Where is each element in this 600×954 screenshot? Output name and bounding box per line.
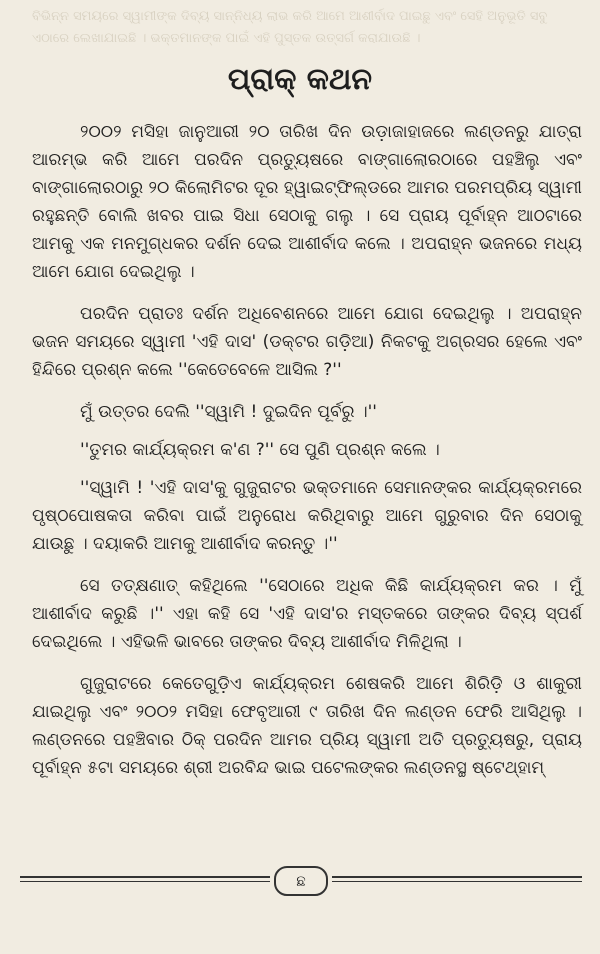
paragraph-1: ୨୦୦୨ ମସିହା ଜାନୁଆରୀ ୨୦ ତାରିଖ ଦିନ ଉଡ଼ାଜାହାଜରେ ଲଣ୍ଡନରୁ ଯାତ୍ରା ଆରମ୍ଭ କରି ଆମେ ପରଦିନ ପ୍ରତ୍ୟୁଷରେ ବାଙ୍ଗାଲୋରଠାରେ ପହଞ୍ଚିଲୁ ଏବଂ ବାଙ୍ଗାଲୋରଠାରୁ ୨୦ କିଲୋମିଟର ଦୂର ହ୍ୱାଇଟ୍‌ଫିଲ୍ଡରେ ଆମର ପରମପ୍ରିୟ ସ୍ୱାମୀ ରହୁଛନ୍ତି ବୋଲି ଖବର ପାଇ ସିଧା ସେଠାକୁ ଗଲୁ । ସେ ପ୍ରାୟ ପୂର୍ବାହ୍ନ ଆଠଟାରେ ଆମକୁ ଏକ ମନମୁଗ୍ଧକର ଦର୍ଶନ ଦେଇ ଆଶୀର୍ବାଦ କଲେ । ଅପରାହ୍ନ ଭଜନରେ ମଧ୍ୟ ଆମେ ଯୋଗ ଦେଇଥିଲୁ ।: [32, 122, 582, 282]
paragraph-3: ମୁଁ ଉତ୍ତର ଦେଲି ''ସ୍ୱାମି ! ଦୁଇଦିନ ପୂର୍ବରୁ ।'': [80, 402, 377, 422]
page-footer: [20, 866, 582, 898]
paragraph-2: ପରଦିନ ପ୍ରାତଃ ଦର୍ଶନ ଅଧିବେଶନରେ ଆମେ ଯୋଗ ଦେଇଥିଲୁ । ଅପରାହ୍ନ ଭଜନ ସମୟରେ ସ୍ୱାମୀ 'ଏହି ଦାସ' (ଡକ୍ଟର ଗଡ଼ିଆ) ନିକଟକୁ ଅଗ୍ରସର ହେଲେ ଏବଂ ହିନ୍ଦିରେ ପ୍ରଶ୍ନ କଲେ ''କେତେବେଳେ ଆସିଲ ?'': [32, 304, 582, 380]
footer-rule-right-thin: [332, 881, 582, 882]
bleed-through-text: ବିଭିନ୍ନ ସମୟରେ ସ୍ୱାମୀଙ୍କ ଦିବ୍ୟ ସାନ୍ନିଧ୍ୟ ଲାଭ କରି ଆମେ ଆଶୀର୍ବାଦ ପାଇଛୁ ଏବଂ ସେହି ଅନୁଭୂତି ସବୁ ଏଠାରେ ଲେଖାଯାଇଛି । ଭକ୍ତମାନଙ୍କ ପାଇଁ ଏହି ପୁସ୍ତକ ଉତ୍ସର୍ଗ କରାଯାଉଛି ।: [32, 9, 548, 46]
paragraph-4: ''ତୁମର କାର୍ଯ୍ୟକ୍ରମ କ'ଣ ?'' ସେ ପୁଣି ପ୍ରଶ୍ନ କଲେ ।: [80, 440, 440, 460]
footer-rule-left: [20, 876, 270, 878]
page-title: ପ୍ରାକ୍ କଥନ: [227, 62, 373, 97]
page-number: ଛ: [274, 866, 328, 896]
footer-rule-right: [332, 876, 582, 878]
paragraph-6: ସେ ତତ୍‌କ୍ଷଣାତ୍ କହିଥିଲେ ''ସେଠାରେ ଅଧିକ କିଛି କାର୍ଯ୍ୟକ୍ରମ କର । ମୁଁ ଆଶୀର୍ବାଦ କରୁଛି ।'' ଏହା କହି ସେ 'ଏହି ଦାସ'ର ମସ୍ତକରେ ତାଙ୍କର ଦିବ୍ୟ ସ୍ପର୍ଶ ଦେଇଥିଲେ । ଏହିଭଳି ଭାବରେ ତାଙ୍କର ଦିବ୍ୟ ଆଶୀର୍ବାଦ ମିଳିଥିଲା ।: [32, 576, 582, 652]
footer-rule-left-thin: [20, 881, 270, 882]
paragraph-7: ଗୁଜୁରାଟରେ କେତେଗୁଡ଼ିଏ କାର୍ଯ୍ୟକ୍ରମ ଶେଷକରି ଆମେ ଶିରିଡ଼ି ଓ ଶାକୁରୀ ଯାଇଥିଲୁ ଏବଂ ୨୦୦୨ ମସିହା ଫେବୃଆରୀ ୯ ତାରିଖ ଦିନ ଲଣ୍ଡନ ଫେରି ଆସିଥିଲୁ । ଲଣ୍ଡନରେ ପହଞ୍ଚିବାର ଠିକ୍ ପରଦିନ ଆମର ପ୍ରିୟ ସ୍ୱାମୀ ଅତି ପ୍ରତ୍ୟୁଷରୁ, ପ୍ରାୟ ପୂର୍ବାହ୍ନ ୫ଟା ସମୟରେ ଶ୍ରୀ ଅରବିନ୍ଦ ଭାଇ ପଟେଲଙ୍କର ଲଣ୍ଡନସ୍ଥ ଷ୍ଟେଥ୍‌ହାମ୍: [32, 674, 582, 778]
body-text: [32, 118, 582, 796]
paragraph-5: ''ସ୍ୱାମି ! 'ଏହି ଦାସ'କୁ ଗୁଜୁରାଟର ଭକ୍ତମାନେ ସେମାନଙ୍କର କାର୍ଯ୍ୟକ୍ରମରେ ପୃଷ୍ଠପୋଷକତା କରିବା ପାଇଁ ଅନୁରୋଧ କରିଥିବାରୁ ଆମେ ଗୁରୁବାର ଦିନ ସେଠାକୁ ଯାଉଛୁ । ଦୟାକରି ଆମକୁ ଆଶୀର୍ବାଦ କରନ୍ତୁ ।'': [32, 478, 582, 554]
